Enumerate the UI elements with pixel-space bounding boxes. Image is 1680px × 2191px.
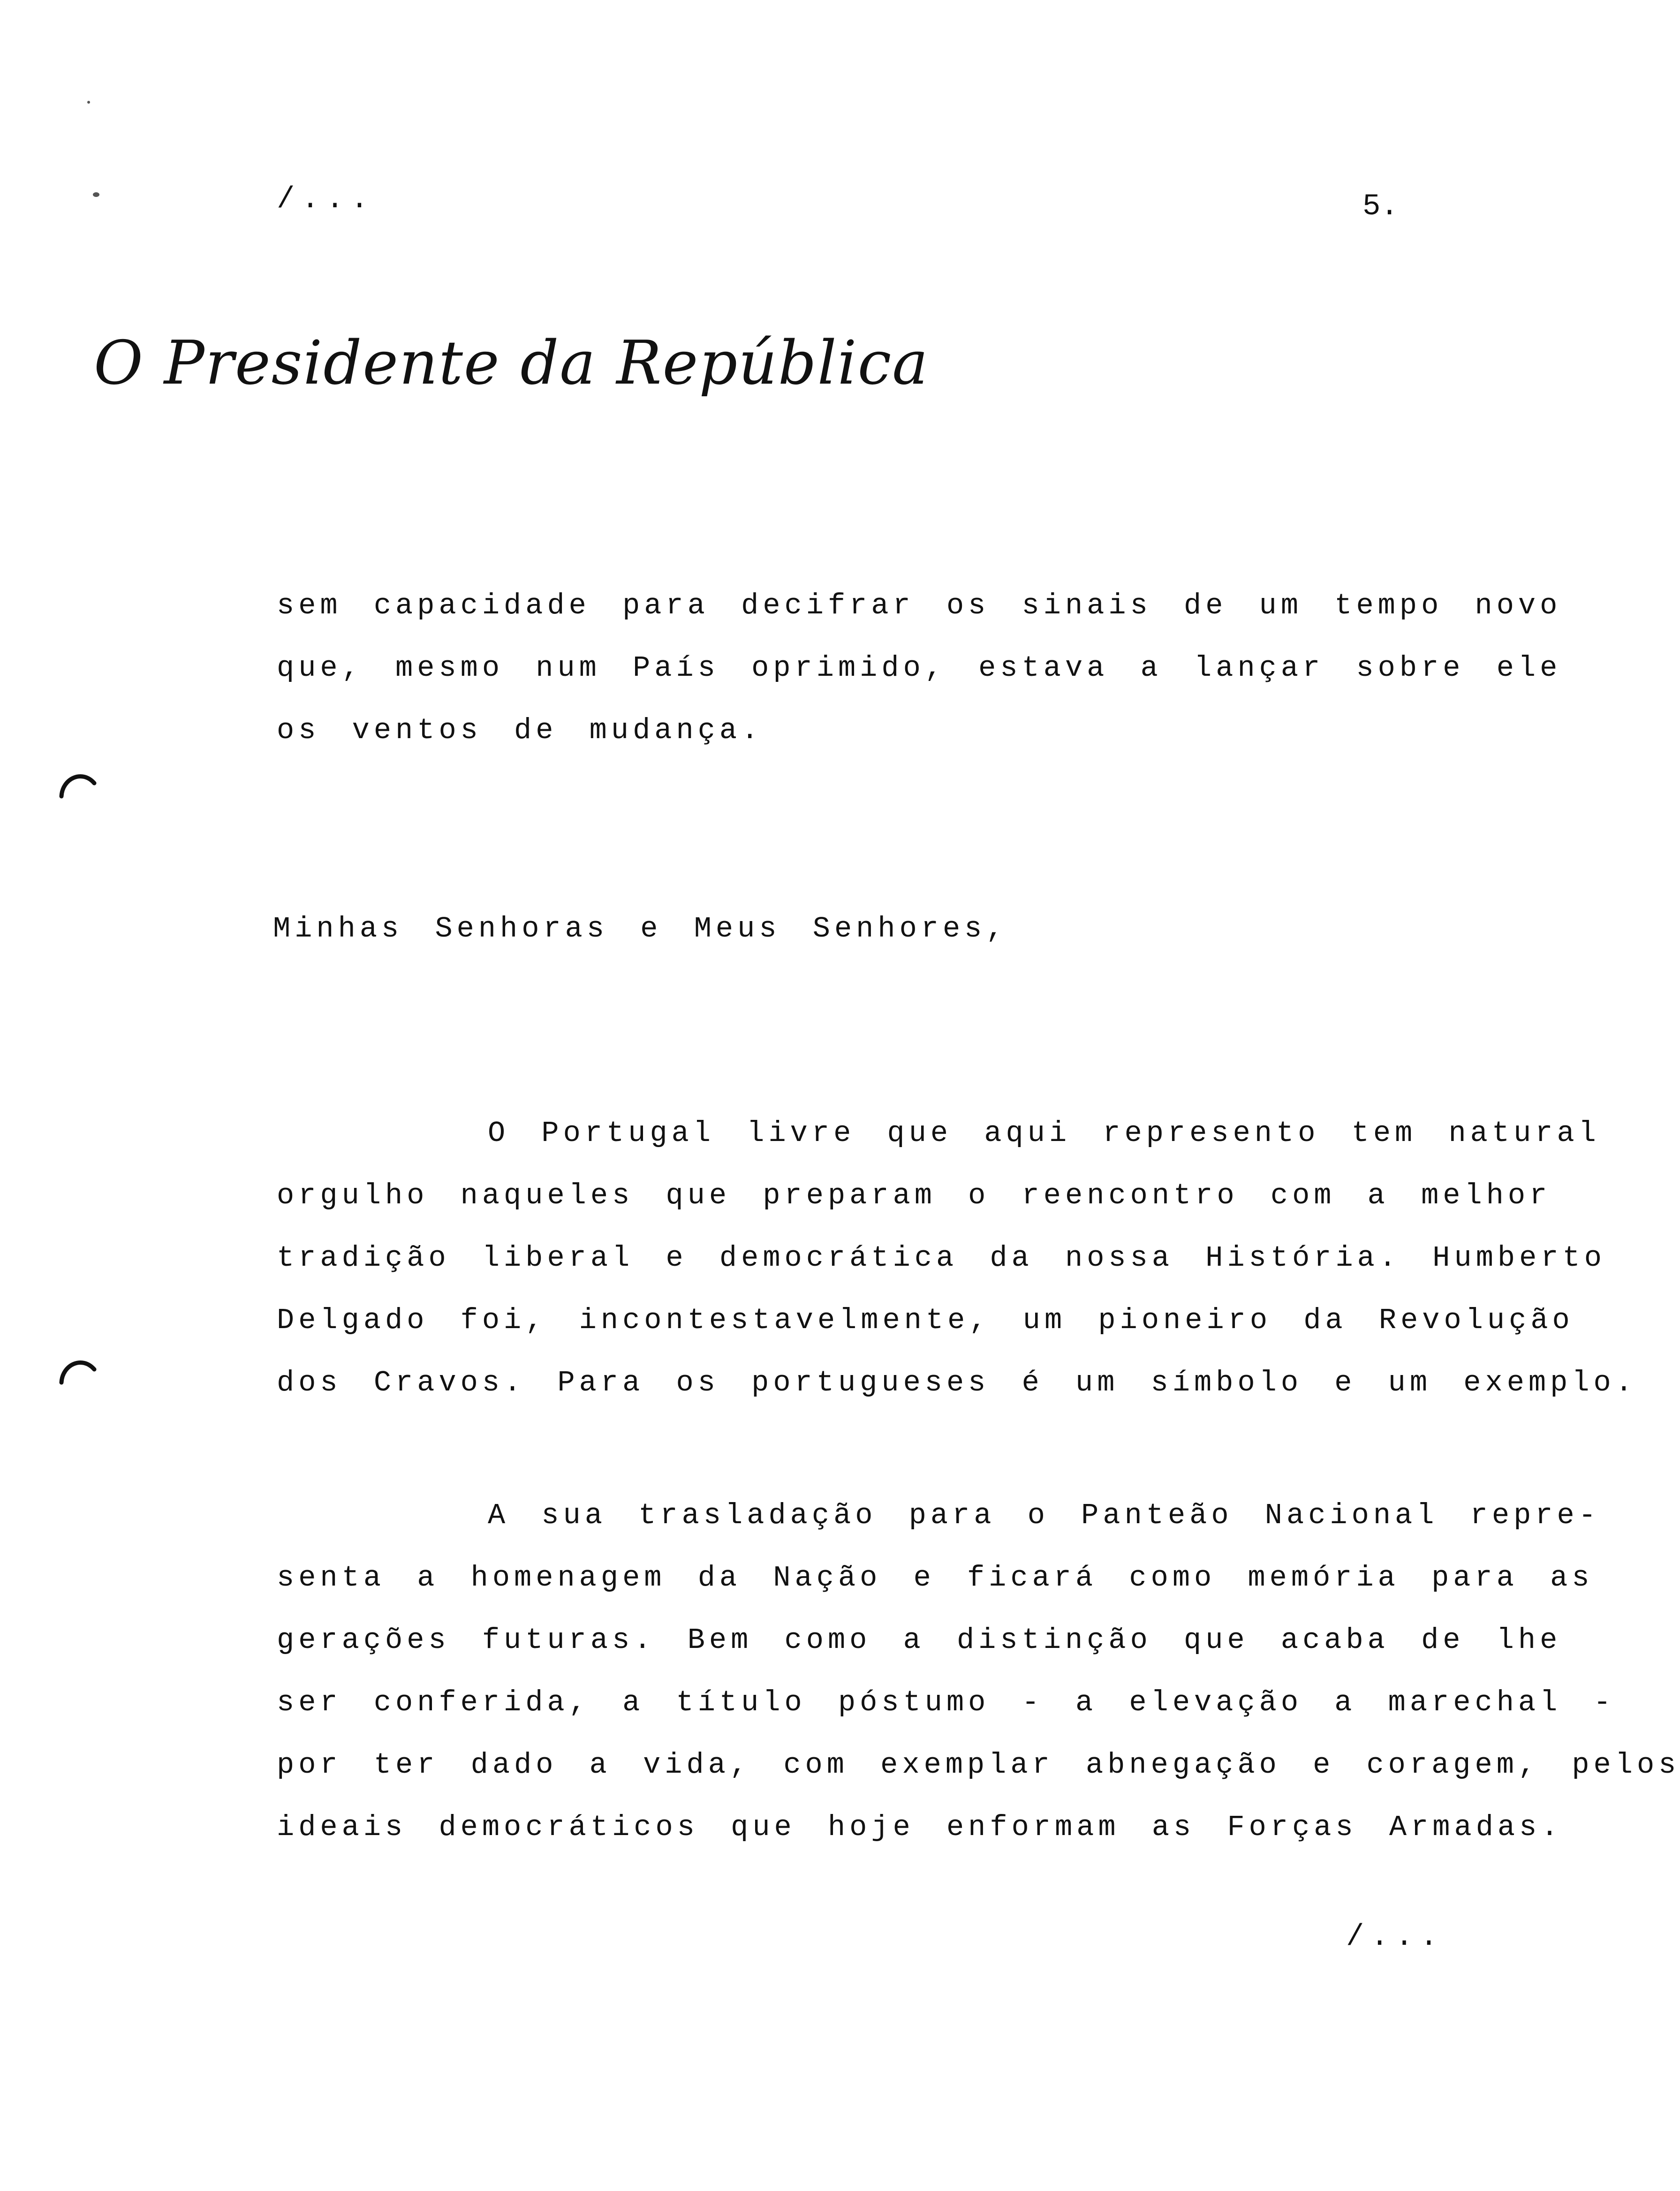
paragraph-3 bbox=[277, 1484, 1680, 1859]
paragraph-1 bbox=[277, 574, 1562, 762]
paragraph-line: Delgado foi, incontestavelmente, um pioneiro da Revolução bbox=[277, 1304, 1574, 1337]
paragraph-line: que, mesmo num País oprimido, estava a lançar sobre ele bbox=[277, 651, 1562, 685]
paragraph-line: tradição liberal e democrática da nossa História. Humberto bbox=[277, 1241, 1606, 1275]
paragraph-line: O Portugal livre que aqui represento tem natural bbox=[488, 1117, 1600, 1150]
paragraph-line: os ventos de mudança. bbox=[277, 714, 763, 747]
paragraph-line: gerações futuras. Bem como a distinção que acaba de lhe bbox=[277, 1624, 1562, 1657]
page-number: 5. bbox=[1362, 190, 1399, 224]
paragraph-line: ser conferida, a título póstumo - a elevação a marechal - bbox=[277, 1686, 1615, 1719]
scan-speck bbox=[93, 192, 99, 197]
paragraph-line: A sua trasladação para o Panteão Nacional repre- bbox=[488, 1499, 1600, 1532]
header-continuation-mark: /... bbox=[277, 183, 375, 217]
scan-speck bbox=[87, 101, 90, 104]
paragraph-line: senta a homenagem da Nação e ficará como memória para as bbox=[277, 1561, 1594, 1594]
paragraph-line: ideais democráticos que hoje enformam as Forças Armadas. bbox=[277, 1811, 1563, 1844]
footer-continuation-mark: /... bbox=[1346, 1920, 1445, 1954]
paragraph-line: por ter dado a vida, com exemplar abnegação e coragem, pelos bbox=[277, 1748, 1680, 1782]
binder-hole-mark-icon bbox=[59, 769, 96, 797]
paragraph-line: dos Cravos. Para os portugueses é um símbolo e um exemplo. bbox=[277, 1366, 1637, 1399]
letterhead: O Presidente da República bbox=[94, 328, 929, 398]
paragraph-2 bbox=[277, 1102, 1637, 1414]
paragraph-line: sem capacidade para decifrar os sinais de um tempo novo bbox=[277, 589, 1562, 622]
paragraph-line: orgulho naqueles que preparam o reencontro com a melhor bbox=[277, 1179, 1551, 1212]
salutation: Minhas Senhoras e Meus Senhores, bbox=[273, 912, 1008, 945]
binder-hole-mark-icon bbox=[59, 1355, 96, 1383]
